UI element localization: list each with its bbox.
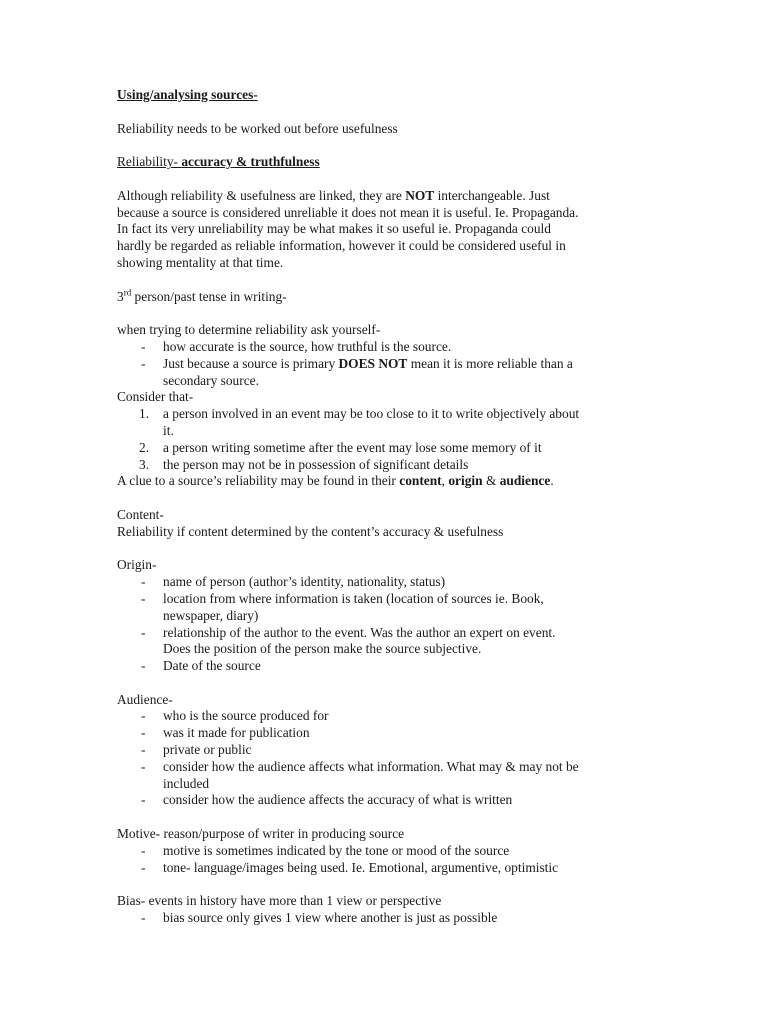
list-item: - relationship of the author to the event. Was the author an expert on event. xyxy=(141,624,556,640)
list-item: - consider how the audience affects what information. What may & may not be xyxy=(141,758,579,774)
list-item-continuation: included xyxy=(163,775,210,791)
ask-intro: when trying to determine reliability ask yourself- xyxy=(117,322,381,338)
page-title: Using/analysing sources- xyxy=(117,87,258,102)
list-item: - bias source only gives 1 view where another is just as possible xyxy=(141,910,498,926)
origin-label: Origin- xyxy=(117,557,157,573)
clue-line: A clue to a source’s reliability may be found in their content, origin & audience. xyxy=(117,473,554,489)
numbered-item-continuation: it. xyxy=(163,422,174,438)
person-tense-line: 3rd person/past tense in writing- xyxy=(117,287,287,304)
list-item: - who is the source produced for xyxy=(141,708,329,724)
list-item: - how accurate is the source, how truthful is the source. xyxy=(141,338,452,354)
motive-label: Motive- reason/purpose of writer in producing source xyxy=(117,826,405,842)
list-item: - Date of the source xyxy=(141,658,261,674)
content-label: Content- xyxy=(117,506,164,522)
bias-label: Bias- events in history have more than 1 view or perspective xyxy=(117,893,442,909)
list-item: - Just because a source is primary DOES NOT mean it is more reliable than a xyxy=(141,355,573,371)
para1-line5: showing mentality at that time. xyxy=(117,254,284,270)
para1-line4: hardly be regarded as reliable information, however it could be considered useful in xyxy=(117,238,566,254)
list-item-continuation: newspaper, diary) xyxy=(163,607,259,623)
list-item: - tone- language/images being used. Ie. Emotional, argumentive, optimistic xyxy=(141,859,559,875)
list-item: - private or public xyxy=(141,742,252,758)
reliability-heading: Reliability- accuracy & truthfulness xyxy=(117,154,320,170)
list-item: - was it made for publication xyxy=(141,725,310,741)
list-item-continuation: Does the position of the person make the source subjective. xyxy=(163,641,482,657)
audience-label: Audience- xyxy=(117,691,173,707)
consider-label: Consider that- xyxy=(117,389,194,405)
list-item: - location from where information is taken (location of sources ie. Book, xyxy=(141,590,544,606)
list-item: - name of person (author’s identity, nationality, status) xyxy=(141,574,446,590)
document-page xyxy=(117,87,657,927)
list-item: - consider how the audience affects the accuracy of what is written xyxy=(141,792,513,808)
intro-text: Reliability needs to be worked out before usefulness xyxy=(117,120,398,136)
reliability-paragraph xyxy=(117,188,657,272)
list-item-continuation: secondary source. xyxy=(163,372,259,388)
content-text: Reliability if content determined by the content’s accuracy & usefulness xyxy=(117,523,504,539)
para1-line1: Although reliability & usefulness are linked, they are NOT interchangeable. Just xyxy=(117,187,550,203)
para1-line3: In fact its very unreliability may be what makes it so useful ie. Propaganda could xyxy=(117,221,551,237)
para1-line2: because a source is considered unreliable it does not mean it is useful. Ie. Propaganda. xyxy=(117,204,579,220)
numbered-item: 2. a person writing sometime after the event may lose some memory of it xyxy=(139,439,542,455)
numbered-item: 3. the person may not be in possession of significant details xyxy=(139,456,469,472)
list-item: - motive is sometimes indicated by the tone or mood of the source xyxy=(141,842,510,858)
numbered-item: 1. a person involved in an event may be too close to it to write objectively about xyxy=(139,406,580,422)
